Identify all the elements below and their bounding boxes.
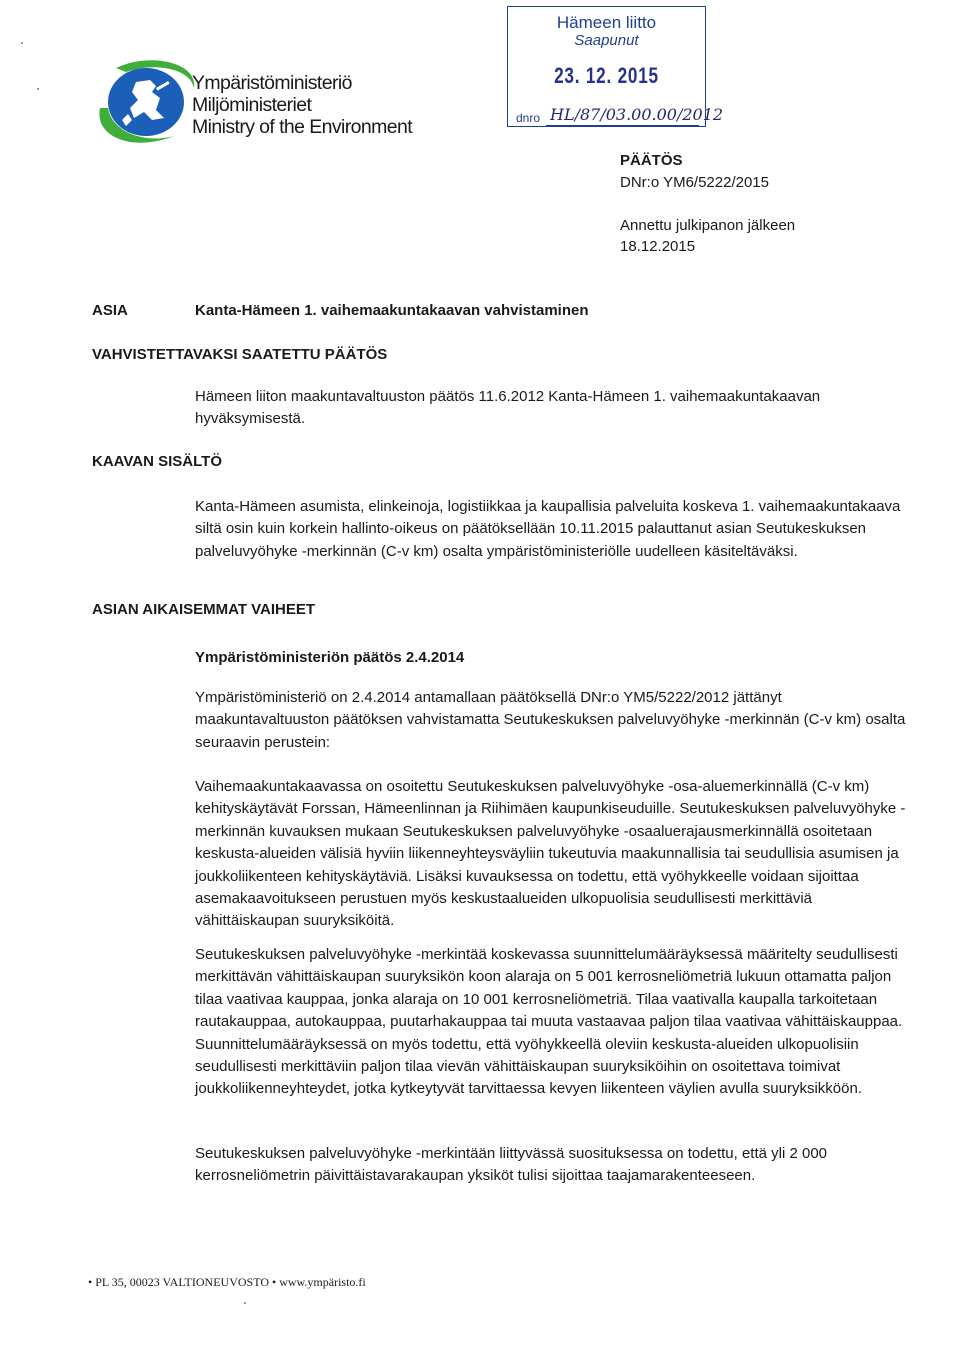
kaavan-sisalto-label: KAAVAN SISÄLTÖ <box>92 453 222 470</box>
org-name-en: Ministry of the Environment <box>192 116 413 138</box>
aiemmat-paragraph-2: Vaihemaakuntakaavassa on osoitettu Seutukeskuksen palveluvyöhyke -osa-aluemerkinnällä (C-v km) kehityskäytävät Forssan, Hämeenlinnan ja Riihimäen kaupunkiseuduille. Seutukeskuksen palveluvyöhyke -merkinnän kuvauksen mukaan Seutukeskuksen palveluvyöhyke -osaaluerajausmerkinnällä osoitetaan keskusta-alueiden välisiä hyviin liikenneyhteysväyliin tukeutuvia maakunnallisia tai seudullisia asumisen ja joukkoliikenteen kehityskäytäviä. Lisäksi kuvauksessa on todettu, että vyöhykkeelle voidaan sijoittaa asemakaavoitukseen perustuen myös keskustaalueiden ulkopuolisia seudullisesti merkittäviä vähittäiskaupan suuryksiköitä. <box>195 778 906 930</box>
scan-speck <box>21 42 23 44</box>
aiemmat-paragraph-4: Seutukeskuksen palveluvyöhyke -merkintään liittyvässä suosituksessa on todettu, että yli 2 000 kerrosneliömetrin päivittäistavarakaupan yksiköt tulisi sijoittaa taajamarakenteeseen. <box>195 1145 828 1185</box>
scan-speck <box>37 88 39 90</box>
published-label: Annettu julkipanon jälkeen <box>620 217 796 234</box>
org-name-fi: Ympäristöministeriö <box>192 72 352 94</box>
doc-type: PÄÄTÖS <box>620 152 683 169</box>
kaavan-sisalto-text: Kanta-Hämeen asumista, elinkeinoja, logistiikkaa ja kaupallisia palveluita koskeva 1. vaihemaakuntakaava siltä osin kuin korkein hallinto-oikeus on päätöksellään 10.11.2015 palauttanut asian Seutukeskuksen palveluvyöhyke -merkinnän (C-v km) osalta ympäristöministeriölle uudelleen käsiteltäväksi. <box>195 498 901 560</box>
handwritten-dnro: HL/87/03.00.00/2012 <box>550 105 724 124</box>
ministry-logo <box>94 58 202 146</box>
org-name-sv: Miljöministeriet <box>192 94 312 116</box>
asia-label: ASIA <box>92 302 128 319</box>
aiemmat-paragraph-1: Ympäristöministeriö on 2.4.2014 antamallaan päätöksellä DNr:o YM5/5222/2012 jättänyt maakuntavaltuuston päätöksen vahvistamatta Seutukeskuksen palveluvyöhyke -merkinnän (C-v km) osalta seuraavin perustein: <box>195 689 906 751</box>
footer-address: • PL 35, 00023 VALTIONEUVOSTO • www.ympäristo.fi <box>88 1275 366 1289</box>
vahvistettava-text: Hämeen liiton maakuntavaltuuston päätös 11.6.2012 Kanta-Hämeen 1. vaihemaakuntakaavan hyväksymisestä. <box>195 388 821 428</box>
published-date: 18.12.2015 <box>620 238 696 255</box>
aiemmat-label: ASIAN AIKAISEMMAT VAIHEET <box>92 601 316 618</box>
vahvistettava-label: VAHVISTETTAVAKSI SAATETTU PÄÄTÖS <box>92 346 388 363</box>
stamp-subtitle: Saapunut <box>574 32 639 49</box>
aiemmat-paragraph-3: Seutukeskuksen palveluvyöhyke -merkintää koskevassa suunnittelumääräyksessä määritelty seudullisesti merkittävän vähittäiskaupan suuryksikön koon alaraja on 5 001 kerrosneliömetriä lukuun ottamatta paljon tilaa vaativaa kauppaa, jonka alaraja on 10 001 kerrosneliömetriä. Tilaa vaativalla kaupalla tarkoitetaan rautakauppaa, autokauppaa, puutarhakauppaa tai muuta vastaavaa paljon tilaa vaativaa vähittäiskauppaa. Suunnittelumääräyksessä on myös todettu, että vyöhykkeellä oleviin keskusta-alueiden ulkopuolisiin seudullisesti merkittäviin paljon tilaa vievän vähittäiskaupan suuryksiköihin on osoitettava toimivat joukkoliikenneyhteydet, jotka kytkeytyvät tarvittaessa kevyen liikenteen väylien avulla suuryksikköön. <box>195 946 903 1098</box>
scan-speck <box>244 1302 246 1304</box>
stamp-dnro-line <box>546 125 699 126</box>
doc-dnro: DNr:o YM6/5222/2015 <box>620 174 769 191</box>
stamp-date: 23. 12. 2015 <box>554 63 659 88</box>
stamp-dnro-label: dnro <box>516 111 541 125</box>
asia-value: Kanta-Hämeen 1. vaihemaakuntakaavan vahvistaminen <box>195 302 589 319</box>
aiemmat-subheading: Ympäristöministeriön päätös 2.4.2014 <box>195 649 465 666</box>
stamp-title: Hämeen liitto <box>556 13 657 32</box>
